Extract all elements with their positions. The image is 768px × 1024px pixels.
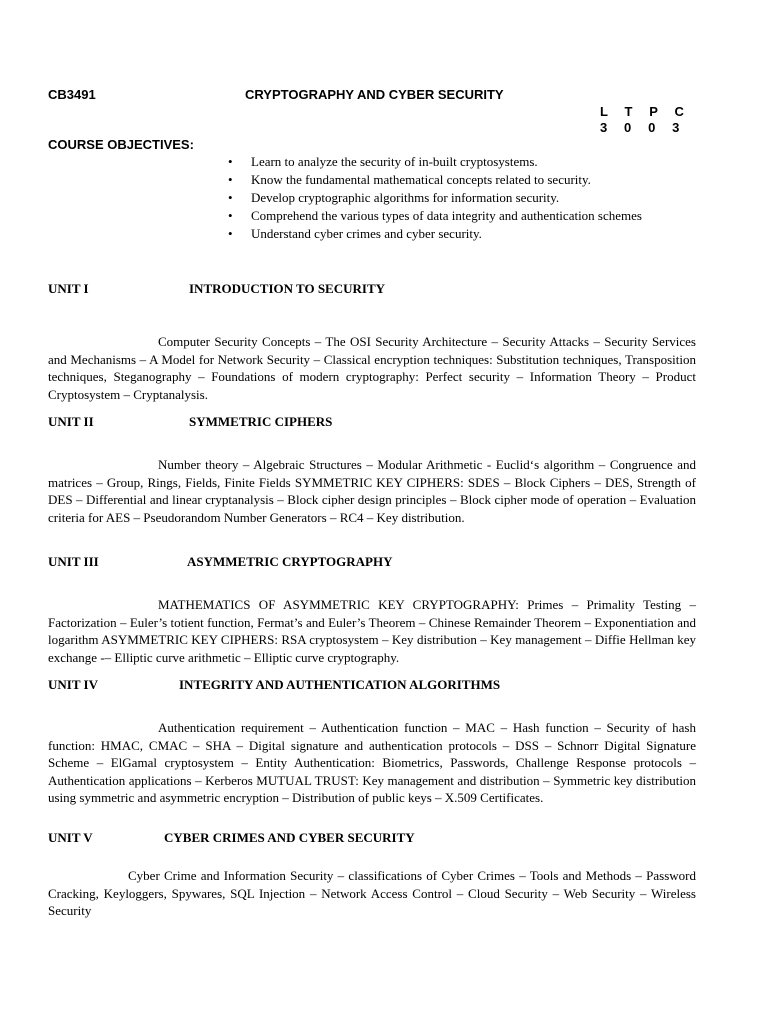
unit-1-body: Computer Security Concepts – The OSI Security Architecture – Security Attacks – Security Services and Mechanisms – A Model for Network Security – Classical encryption techniques: Substitution techniques, Transposition techniques, Steganography – Foundations of modern cryptography: Perfect security – Information Theory – Product Cryptosystem – Cryptanalysis. [48,334,696,402]
unit-5-body: Cyber Crime and Information Security – classifications of Cyber Crimes – Tools and Methods – Password Cracking, Keyloggers, Spywares, SQL Injection – Network Access Control – Cloud Security – Web Security – Wireless Security [48,868,696,919]
unit-1-label: UNIT I [48,281,89,296]
unit-5-label: UNIT V [48,830,93,845]
objectives-list [228,154,648,244]
objectives-heading: COURSE OBJECTIVES: [48,137,194,152]
unit-1-title: INTRODUCTION TO SECURITY [189,281,386,296]
course-code: CB3491 [48,87,96,102]
objective-item: • Understand cyber crimes and cyber security. [228,226,648,241]
unit-2-body: Number theory – Algebraic Structures – Modular Arithmetic - Euclid‘s algorithm – Congruence and matrices – Group, Rings, Fields, Finite Fields SYMMETRIC KEY CIPHERS: SDES – Block Ciphers – DES, Strength of DES – Differential and linear cryptanalysis – Block cipher design principles – Block cipher mode of operation – Evaluation criteria for AES – Pseudorandom Number Generators – RC4 – Key distribution. [48,457,696,525]
objective-item: • Develop cryptographic algorithms for information security. [228,190,648,205]
unit-4-title: INTEGRITY AND AUTHENTICATION ALGORITHMS [179,677,501,692]
unit-4-body: Authentication requirement – Authentication function – MAC – Hash function – Security of hash function: HMAC, CMAC – SHA – Digital signature and authentication protocols – DSS – Schnorr Digital Signature Scheme – ElGamal cryptosystem – Entity Authentication: Biometrics, Passwords, Challenge Response protocols – Authentication applications – Kerberos MUTUAL TRUST: Key management and distribution – Symmetric key distribution using symmetric and asymmetric encryption – Distribution of public keys – X.509 Certificates. [48,720,696,806]
unit-2-label: UNIT II [48,414,94,429]
unit-5-title: CYBER CRIMES AND CYBER SECURITY [164,830,415,845]
ltpc-values: 3 0 0 3 [600,120,686,135]
unit-3-title: ASYMMETRIC CRYPTOGRAPHY [187,554,393,569]
unit-3-label: UNIT III [48,554,99,569]
unit-4-label: UNIT IV [48,677,98,692]
objective-item: • Comprehend the various types of data integrity and authentication schemes [228,208,648,223]
unit-2-title: SYMMETRIC CIPHERS [189,414,333,429]
ltpc-label: L T P C [600,104,691,119]
objective-item: • Know the fundamental mathematical concepts related to security. [228,172,648,187]
unit-3-body: MATHEMATICS OF ASYMMETRIC KEY CRYPTOGRAPHY: Primes – Primality Testing – Factorization – Euler’s totient function, Fermat’s and Euler’s Theorem – Chinese Remainder Theorem – Exponentiation and logarithm ASYMMETRIC KEY CIPHERS: RSA cryptosystem – Key distribution – Key management – Diffie Hellman key exchange -– Elliptic curve arithmetic – Elliptic curve cryptography. [48,597,696,665]
objective-item: • Learn to analyze the security of in-built cryptosystems. [228,154,648,169]
course-title: CRYPTOGRAPHY AND CYBER SECURITY [245,87,504,102]
